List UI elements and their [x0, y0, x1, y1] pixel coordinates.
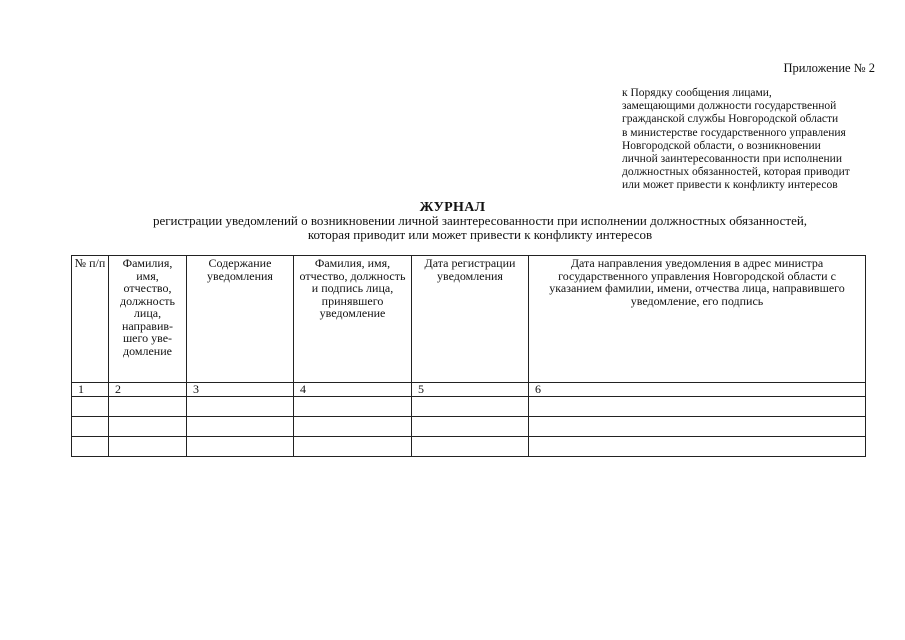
- table-cell: [294, 397, 412, 417]
- table-cell: [529, 417, 866, 437]
- journal-table: [71, 255, 866, 457]
- annex-line: в министерстве государственного управления: [622, 126, 846, 139]
- header-cell-receiver: Фамилия, имя, отчество, должность и подпись лица, принявшего уведомление: [294, 256, 412, 383]
- annex-line: к Порядку сообщения лицами,: [622, 87, 772, 99]
- table-cell: [294, 417, 412, 437]
- header-cell-content: Содержание уведомления: [187, 256, 294, 383]
- table-row: [72, 417, 866, 437]
- header-cell-send-date: Дата направления уведомления в адрес министра государственного управления Новгородской области с указанием фамилии, имени, отчества лица, направившего уведомление, его подпись: [529, 256, 866, 383]
- table-cell: [72, 417, 109, 437]
- table-cell: [72, 437, 109, 457]
- subtitle-line: которая приводит или может привести к конфликту интересов: [307, 227, 653, 242]
- header-cell-reg-date: Дата регистрации уведомления: [412, 256, 529, 383]
- document-title: ЖУРНАЛ: [419, 200, 486, 215]
- column-number-cell: 2: [109, 383, 187, 397]
- table-cell: [109, 397, 187, 417]
- column-number-cell: 4: [294, 383, 412, 397]
- table-cell: [109, 417, 187, 437]
- table-cell: [529, 397, 866, 417]
- table-row: [72, 437, 866, 457]
- column-number-cell: 6: [529, 383, 866, 397]
- annex-line: или может привести к конфликту интересов: [622, 179, 838, 192]
- table-cell: [412, 417, 529, 437]
- table-row: [72, 397, 866, 417]
- annex-label: Приложение № 2: [783, 61, 875, 75]
- header-row: [72, 256, 866, 383]
- table-cell: [412, 397, 529, 417]
- document-subtitle: [60, 214, 900, 242]
- header-cell-sender: Фамилия, имя, отчество, должность лица, направив-шего уве-домление: [109, 256, 187, 383]
- annex-line: должностных обязанностей, которая приводит: [622, 166, 850, 179]
- table-cell: [529, 437, 866, 457]
- table-cell: [187, 417, 294, 437]
- annex-line: гражданской службы Новгородской области: [622, 113, 839, 126]
- column-number-cell: 3: [187, 383, 294, 397]
- annex-reference: [622, 87, 882, 193]
- column-number-cell: 1: [72, 383, 109, 397]
- annex-line: личной заинтересованности при исполнении: [622, 153, 842, 166]
- annex-line: Новгородской области, о возникновении: [622, 139, 821, 152]
- header-cell-number: № п/п: [72, 256, 109, 383]
- annex-line: замещающими должности государственной: [622, 100, 837, 113]
- table-cell: [187, 397, 294, 417]
- column-number-row: [72, 383, 866, 397]
- table-cell: [412, 437, 529, 457]
- table-cell: [187, 437, 294, 457]
- subtitle-line: регистрации уведомлений о возникновении личной заинтересованности при исполнении должностных обязанностей,: [152, 213, 808, 228]
- column-number-cell: 5: [412, 383, 529, 397]
- table-cell: [109, 437, 187, 457]
- table-cell: [294, 437, 412, 457]
- table-cell: [72, 397, 109, 417]
